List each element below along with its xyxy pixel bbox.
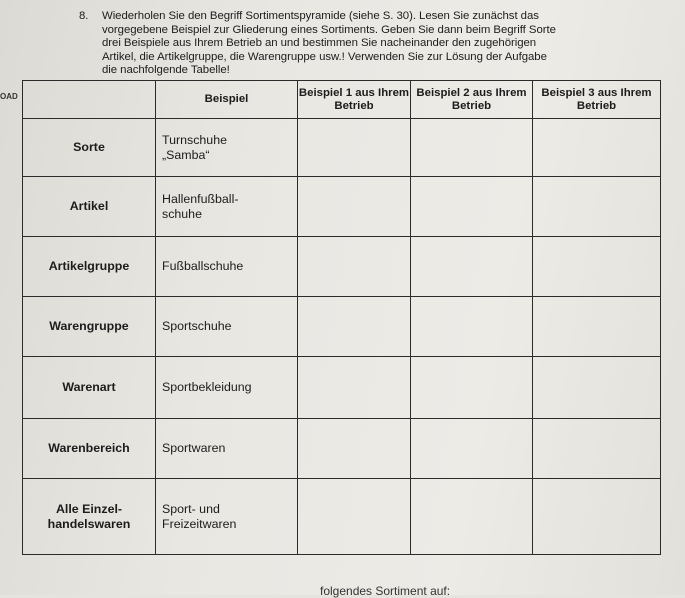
row-example-text: Sportwaren bbox=[162, 441, 226, 455]
header-beispiel: Beispiel bbox=[156, 81, 298, 119]
answer-cell-1[interactable] bbox=[298, 297, 411, 357]
row-example bbox=[156, 297, 298, 357]
row-category: Warenart bbox=[23, 357, 156, 419]
answer-cell-1[interactable] bbox=[298, 419, 411, 479]
header-beispiel-3: Beispiel 3 aus Ihrem Betrieb bbox=[533, 81, 661, 119]
table-row bbox=[23, 177, 661, 237]
table-row bbox=[23, 479, 661, 555]
row-category: Warenbereich bbox=[23, 419, 156, 479]
answer-cell-1[interactable] bbox=[298, 119, 411, 177]
answer-cell-2[interactable] bbox=[411, 177, 533, 237]
row-example bbox=[156, 479, 298, 555]
answer-cell-3[interactable] bbox=[533, 297, 661, 357]
answer-cell-3[interactable] bbox=[533, 237, 661, 297]
row-example-text: Fußballschuhe bbox=[162, 259, 244, 273]
table-header-row bbox=[23, 81, 661, 119]
task-line: Artikel, die Artikelgruppe, die Warengruppe usw.! Verwenden Sie zur Lösung der Aufgabe bbox=[102, 50, 547, 63]
row-category: Sorte bbox=[23, 119, 156, 177]
header-beispiel-1: Beispiel 1 aus Ihrem Betrieb bbox=[298, 81, 411, 119]
task-line: vorgegebene Beispiel zur Gliederung eines Sortiments. Geben Sie dann beim Begriff Sorte bbox=[102, 23, 556, 36]
task-instructions bbox=[79, 10, 675, 78]
answer-cell-2[interactable] bbox=[411, 357, 533, 419]
table-row bbox=[23, 119, 661, 177]
answer-cell-1[interactable] bbox=[298, 237, 411, 297]
task-line: die nachfolgende Tabelle! bbox=[102, 64, 230, 77]
answer-cell-2[interactable] bbox=[411, 237, 533, 297]
row-example-text: Turnschuhe „Samba“ bbox=[162, 132, 227, 162]
task-line: drei Beispiele aus Ihrem Betrieb an und bestimmen Sie nacheinander den zugehörigen bbox=[102, 37, 537, 50]
row-category: Artikel bbox=[23, 177, 156, 237]
answer-cell-2[interactable] bbox=[411, 119, 533, 177]
answer-cell-2[interactable] bbox=[411, 419, 533, 479]
task-line: Wiederholen Sie den Begriff Sortimentspyramide (siehe S. 30). Lesen Sie zunächst das bbox=[102, 10, 539, 22]
table-row bbox=[23, 237, 661, 297]
row-example-text: Sportschuhe bbox=[162, 319, 232, 333]
bottom-cut-text: folgendes Sortiment auf: bbox=[320, 584, 451, 598]
row-category: Warengruppe bbox=[23, 297, 156, 357]
row-example bbox=[156, 419, 298, 479]
answer-cell-1[interactable] bbox=[298, 357, 411, 419]
answer-cell-3[interactable] bbox=[533, 419, 661, 479]
answer-cell-2[interactable] bbox=[411, 297, 533, 357]
row-example bbox=[156, 357, 298, 419]
answer-cell-2[interactable] bbox=[411, 479, 533, 555]
task-number: 8. bbox=[79, 10, 89, 22]
answer-cell-1[interactable] bbox=[298, 479, 411, 555]
sortiment-table bbox=[22, 80, 661, 555]
answer-cell-1[interactable] bbox=[298, 177, 411, 237]
table-row bbox=[23, 357, 661, 419]
answer-cell-3[interactable] bbox=[533, 177, 661, 237]
row-example bbox=[156, 237, 298, 297]
answer-cell-3[interactable] bbox=[533, 479, 661, 555]
table-row bbox=[23, 419, 661, 479]
row-category-text: Alle Einzel-handelswaren bbox=[47, 501, 131, 531]
table-row bbox=[23, 297, 661, 357]
page-edge-mark: OAD bbox=[0, 92, 18, 101]
row-example-text: Hallenfußball-schuhe bbox=[162, 191, 239, 221]
header-empty bbox=[23, 81, 156, 119]
row-category: Artikelgruppe bbox=[23, 237, 156, 297]
header-beispiel-2: Beispiel 2 aus Ihrem Betrieb bbox=[411, 81, 533, 119]
row-category bbox=[23, 479, 156, 555]
answer-cell-3[interactable] bbox=[533, 119, 661, 177]
row-example bbox=[156, 177, 298, 237]
row-example-text: Sportbekleidung bbox=[162, 380, 252, 394]
row-example-text: Sport- und Freizeitwaren bbox=[162, 501, 237, 531]
answer-cell-3[interactable] bbox=[533, 357, 661, 419]
row-example bbox=[156, 119, 298, 177]
